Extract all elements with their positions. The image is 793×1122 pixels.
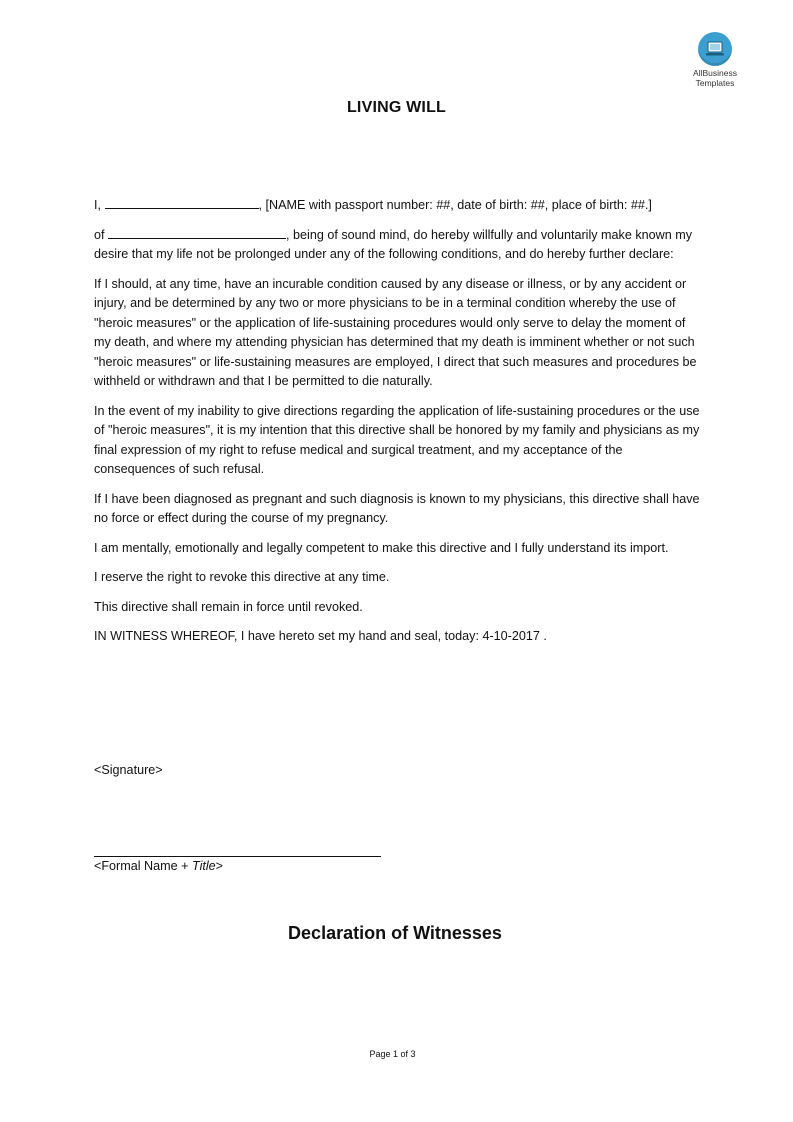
- declarant-line: [94, 196, 702, 216]
- sound-mind-text: , being of sound mind, do hereby willfully and voluntarily make known my desire that my life not be prolonged under any of the following conditions, and do hereby further declare:: [94, 227, 693, 261]
- inability-paragraph: In the event of my inability to give directions regarding the application of life-sustaining procedures or the use of "heroic measures", it is my intention that this directive shall be honored by my family and physicians as my final expression of my right to refuse medical and surgical treatment, and my acceptance of the consequences of such refusal.: [94, 403, 700, 476]
- title-word: Title: [191, 859, 216, 873]
- formal-name-close: >: [215, 859, 224, 873]
- witness-whereof-paragraph: IN WITNESS WHEREOF, I have hereto set my hand and seal, today: 4-10-2017 .: [94, 629, 547, 643]
- logo-line-1: AllBusiness: [693, 68, 737, 78]
- sound-mind-paragraph: [94, 226, 702, 265]
- terminal-condition-paragraph: If I should, at any time, have an incurable condition caused by any disease or illness, or by any accident or injury, and be determined by any two or more physicians to be in a terminal condition whereby the use of "heroic measures" or the application of life-sustaining procedures would only serve to delay the moment of my death, and where my attending physician has determined that my death is imminent whether or not such "heroic measures" or life-sustaining measures are employed, I direct that such measures and procedures be withheld or withdrawn and that I be permitted to die naturally.: [94, 276, 697, 388]
- company-logo: [676, 32, 754, 88]
- declaration-of-witnesses-heading: Declaration of Witnesses: [288, 923, 502, 943]
- name-blank-field[interactable]: [105, 196, 259, 209]
- document-title: LIVING WILL: [346, 99, 447, 116]
- page-number: Page 1 of 3: [369, 1049, 416, 1059]
- signature-placeholder: <Signature>: [94, 763, 163, 777]
- in-force-paragraph: This directive shall remain in force until revoked.: [94, 599, 363, 614]
- of-prefix: of: [94, 227, 105, 242]
- formal-name-placeholder: [94, 859, 223, 873]
- logo-text: [676, 68, 754, 88]
- logo-line-2: Templates: [695, 78, 735, 88]
- revoke-paragraph: I reserve the right to revoke this directive at any time.: [94, 570, 390, 584]
- laptop-icon: [698, 32, 732, 66]
- competence-paragraph: I am mentally, emotionally and legally competent to make this directive and I fully understand its import.: [94, 540, 669, 555]
- signature-line: [94, 856, 381, 857]
- declarant-prefix: I,: [94, 198, 101, 212]
- pregnancy-paragraph: If I have been diagnosed as pregnant and such diagnosis is known to my physicians, this directive shall have no force or effect during the course of my pregnancy.: [94, 491, 700, 525]
- declarant-suffix: , [NAME with passport number: ##, date of birth: ##, place of birth: ##.]: [258, 198, 652, 212]
- address-blank-field[interactable]: [108, 226, 286, 239]
- formal-name-text: <Formal Name +: [94, 859, 192, 873]
- document-body: [94, 196, 702, 657]
